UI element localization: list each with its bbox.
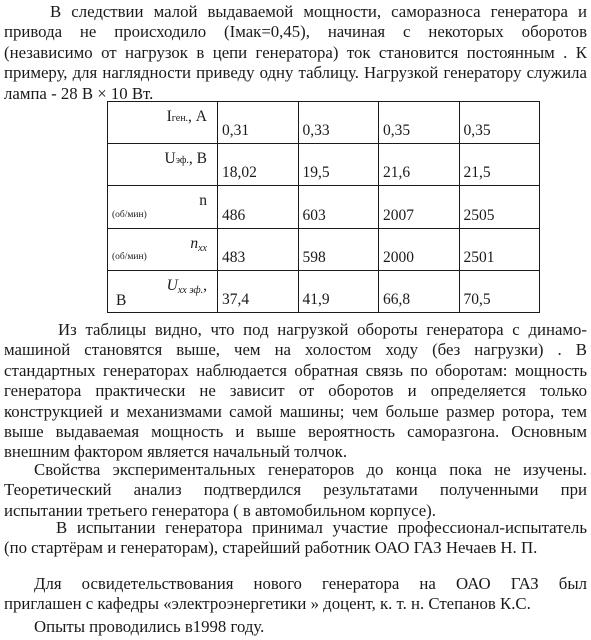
quantity-label [164, 150, 207, 168]
quantity-symbol: n [199, 192, 207, 210]
table-cell: 598 [298, 228, 379, 270]
measurements-table [107, 101, 540, 313]
text-line: Из таблицы видно, что под нагрузкой обороты генератора с динамо- [58, 320, 587, 339]
paragraph-properties [4, 460, 587, 521]
quantity-symbol: I [166, 108, 172, 125]
text-line: (независимо от нагрузок в цепи генератора) ток становится постоянным . К [4, 42, 587, 62]
table-cell: 486 [218, 186, 299, 228]
table-cell: 483 [218, 228, 299, 270]
text-line: внешним фактором является начальный толчок. [4, 442, 348, 462]
table-cell: 37,4 [218, 270, 299, 312]
quantity-subscript: эф. [175, 155, 189, 167]
table-cell: 2000 [379, 228, 460, 270]
text-line: Свойства экспериментальных генераторов до конца пока не изучены. [34, 460, 587, 479]
table-row [108, 270, 540, 312]
quantity-unit: В [116, 292, 127, 309]
table-cell: 66,8 [379, 270, 460, 312]
table-cell: 0,33 [298, 102, 379, 144]
text-line: (по стартёрам и генераторам), старейший работник ОАО ГАЗ Нечаев Н. П. [4, 538, 538, 558]
text-line: В испытании генератора принимал участие профессионал-испытатель [56, 518, 587, 537]
table-cell: 603 [298, 186, 379, 228]
table-row [108, 228, 540, 270]
table-cell: 21,6 [379, 144, 460, 186]
quantity-symbol: n [190, 234, 199, 252]
table-cell: 41,9 [298, 270, 379, 312]
table-cell: 0,35 [459, 102, 540, 144]
table-cell: 0,35 [379, 102, 460, 144]
quantity-label [199, 192, 207, 210]
text-line: генератора практически не зависит от оборотов и определяется только [4, 381, 587, 401]
row-header [108, 186, 218, 228]
row-header [108, 102, 218, 144]
table-cell: 70,5 [459, 270, 540, 312]
paragraph-expert [4, 574, 587, 615]
quantity-symbol: U [164, 150, 176, 168]
row-header [108, 270, 218, 312]
paragraph-analysis [4, 320, 587, 463]
quantity-symbol: U [166, 276, 178, 294]
quantity-unit-suffix: , В [188, 150, 207, 168]
quantity-label [190, 235, 207, 254]
text-line: стандартных генераторах наблюдается обратная связь по оборотам: мощность [4, 360, 587, 380]
quantity-unit-suffix: , [203, 276, 207, 294]
text-line: приглашен с кафедры «электроэнергетики » доцент, к. т. н. Степанов К.С. [4, 594, 531, 614]
table-row [108, 144, 540, 186]
row-header [108, 144, 218, 186]
table-row [108, 186, 540, 228]
text-line: примеру, для наглядности приведу одну таблицу. Нагрузкой генератору служила [4, 63, 587, 83]
table-row [108, 102, 540, 144]
paragraph-tester [4, 518, 587, 559]
quantity-subscript: хх эф. [177, 284, 204, 296]
quantity-label [167, 108, 207, 126]
text-line: В следствии малой выдаваемой мощности, саморазноса генератора и [50, 2, 587, 21]
text-line: испытании третьего генератора ( в автомобильном корпусе). [4, 500, 436, 520]
table-cell: 21,5 [459, 144, 540, 186]
text-line: Теоретический анализ подтвердился результатами полученными при [4, 480, 587, 500]
quantity-subscript: ген. [171, 113, 189, 124]
text-line: Опыты проводились в1998 году. [34, 617, 265, 636]
table-cell: 2501 [459, 228, 540, 270]
text-line: конструкцией и механизмами самой машины; чем больше размер ротора, тем [4, 401, 587, 421]
text-line: привода не происходило (Iмак=0,45), начиная с некоторых оборотов [4, 22, 587, 42]
text-line: Для освидетельствования нового генератора на ОАО ГАЗ был [34, 574, 587, 593]
table-cell: 18,02 [218, 144, 299, 186]
table-cell: 2505 [459, 186, 540, 228]
row-header [108, 228, 218, 270]
table-cell: 0,31 [218, 102, 299, 144]
paragraph-year [4, 617, 587, 637]
text-line: выше выдаваемая мощность и выше вероятность саморазгона. Основным [4, 422, 587, 442]
quantity-subscript: хх [198, 242, 207, 254]
text-line: машиной становятся выше, чем на холостом ходу (без нагрузки) . В [4, 340, 587, 360]
quantity-unit: (об/мин) [112, 251, 147, 262]
quantity-unit-suffix: , А [188, 108, 207, 125]
quantity-label [167, 277, 207, 296]
table-cell: 2007 [379, 186, 460, 228]
quantity-unit: (об/мин) [112, 209, 147, 220]
paragraph-intro [4, 2, 587, 104]
text-line: лампа - 28 В × 10 Вт. [4, 83, 154, 103]
table-cell: 19,5 [298, 144, 379, 186]
